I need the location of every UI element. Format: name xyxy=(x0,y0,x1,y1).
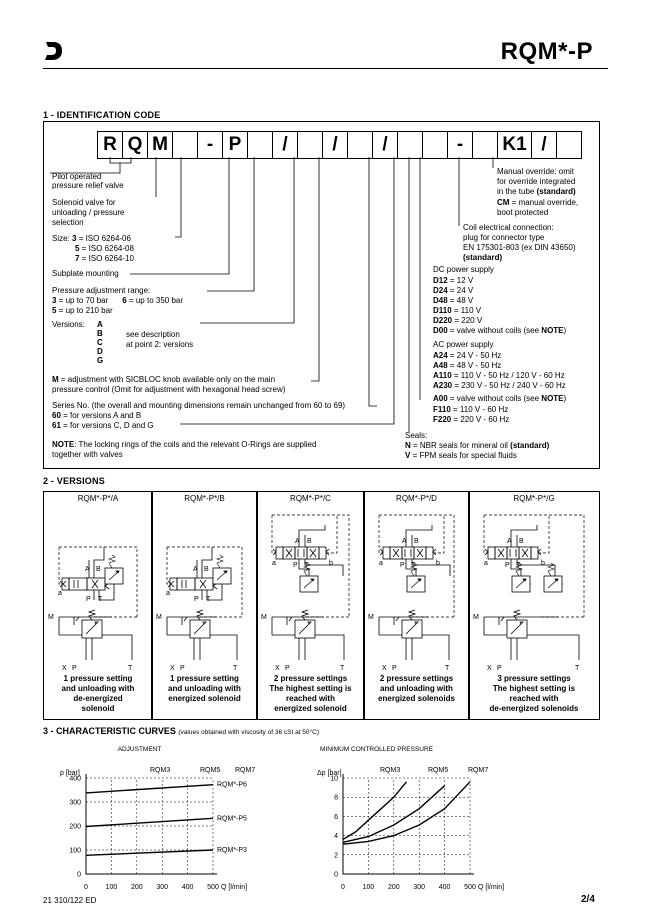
svg-text:X: X xyxy=(487,665,492,672)
version-caption-line: and unloading with xyxy=(61,684,135,693)
dc-d220: D220 = 220 V xyxy=(433,316,483,325)
version-caption xyxy=(44,674,152,714)
y-tick-label: 100 xyxy=(69,847,81,855)
svg-text:T: T xyxy=(340,665,345,672)
svg-text:B: B xyxy=(414,538,419,545)
series-line xyxy=(86,818,213,826)
versions-desc-2: at point 2: versions xyxy=(126,340,194,349)
x-tick-label: 300 xyxy=(413,884,426,891)
series-label: RQM*-P5 xyxy=(217,815,247,823)
svg-text:A: A xyxy=(85,566,90,573)
override-note-1: Manual override: omit xyxy=(497,167,574,176)
svg-text:b: b xyxy=(436,560,440,567)
version-schematic xyxy=(469,505,599,673)
version-schematic xyxy=(152,505,257,673)
svg-text:B: B xyxy=(96,566,101,573)
version-caption-line: solenoid xyxy=(81,704,115,713)
dc-d24: D24 = 24 V xyxy=(433,286,474,295)
svg-text:T: T xyxy=(516,562,521,569)
code-cell: - xyxy=(447,131,473,159)
size-line-3: 7 = ISO 6264-10 xyxy=(75,254,134,263)
svg-text:A: A xyxy=(193,566,198,573)
override-note-2: for override integrated xyxy=(497,177,576,186)
version-box xyxy=(151,491,258,720)
svg-text:M: M xyxy=(368,614,374,621)
m-note-1: M = adjustment with SICBLOC knob available only on the main xyxy=(52,375,276,384)
version-caption-line: 2 pressure settings xyxy=(273,674,348,683)
svg-text:X: X xyxy=(62,665,67,672)
x-tick-label: 400 xyxy=(438,884,451,891)
coil-note-3: EN 175301-803 (ex DIN 43650) xyxy=(463,243,576,252)
version-caption xyxy=(469,674,599,714)
y-tick-label: 4 xyxy=(334,833,338,841)
code-cell: M xyxy=(147,131,173,159)
version-title: RQM*-P*/D xyxy=(396,494,437,503)
size-label: RQM5 xyxy=(200,767,221,774)
chart-title: MINIMUM CONTROLLED PRESSURE xyxy=(319,746,434,753)
version-caption-line: energized solenoid xyxy=(168,694,241,703)
svg-text:B: B xyxy=(519,538,524,545)
size-line-1: Size: 3 = ISO 6264-06 xyxy=(52,234,131,243)
series-line xyxy=(86,850,213,855)
x-tick-label: 0 xyxy=(341,884,345,891)
y-tick-label: 8 xyxy=(334,794,338,802)
x-tick-label: 0 xyxy=(84,884,88,891)
series-label: RQM7 xyxy=(468,767,489,774)
svg-text:P: P xyxy=(497,665,502,672)
svg-text:B: B xyxy=(307,538,312,545)
version-schematic xyxy=(44,505,152,673)
locking-note-2: together with valves xyxy=(52,450,123,459)
code-cell: / xyxy=(272,131,298,159)
code-cell: / xyxy=(531,131,557,159)
x-tick-label: 500 xyxy=(464,884,476,891)
version-letter-g: G xyxy=(97,356,104,365)
x-tick-label: 300 xyxy=(156,884,169,891)
svg-text:b: b xyxy=(329,560,333,567)
series-note: Series No. (the overall and mounting dimensions remain unchanged from 60 to 69) xyxy=(52,401,346,410)
size-label: RQM3 xyxy=(150,767,171,774)
cm-note-2: boot protected xyxy=(497,208,549,217)
version-letter-d: D xyxy=(97,347,103,356)
series-label: RQM*-P3 xyxy=(217,847,247,854)
dc-title: DC power supply xyxy=(433,265,494,274)
x-tick-label: 400 xyxy=(181,884,194,891)
svg-text:M: M xyxy=(473,614,479,621)
svg-text:P: P xyxy=(400,562,405,569)
version-title: RQM*-P*/A xyxy=(77,494,119,503)
page-number: 2/4 xyxy=(581,894,595,905)
svg-text:a: a xyxy=(58,590,62,597)
versions-desc-1: see description xyxy=(126,330,180,339)
ac-a00: A00 = valve without coils (see NOTE) xyxy=(433,394,567,403)
version-caption xyxy=(257,674,364,714)
version-box xyxy=(468,491,600,720)
svg-text:P: P xyxy=(180,665,185,672)
size-label: RQM7 xyxy=(235,767,256,774)
x-tick-label: 100 xyxy=(362,884,375,891)
y-tick-label: 10 xyxy=(330,775,338,783)
svg-text:T: T xyxy=(98,596,103,603)
pressure-range-title: Pressure adjustment range: xyxy=(52,286,151,295)
version-caption-line: reached with xyxy=(286,694,335,703)
version-letter-b: B xyxy=(97,329,103,338)
svg-text:P: P xyxy=(392,665,397,672)
m-note-2: pressure control (Omit for adjustment with hexagonal head screw) xyxy=(52,385,286,394)
svg-text:T: T xyxy=(128,665,133,672)
y-tick-label: 0 xyxy=(77,871,81,879)
series-line xyxy=(86,785,213,793)
svg-text:P: P xyxy=(194,596,199,603)
svg-text:T: T xyxy=(304,562,309,569)
solenoid-note-1: Solenoid valve for xyxy=(52,198,116,207)
x-tick-label: 200 xyxy=(130,884,143,891)
footer-code: 21 310/122 ED xyxy=(43,896,97,905)
y-tick-label: 6 xyxy=(334,813,338,821)
version-caption-line: and unloading with xyxy=(168,684,241,693)
series-line xyxy=(343,782,407,840)
svg-text:A: A xyxy=(402,538,407,545)
pressure-range-line-2: 5 = up to 210 bar xyxy=(52,306,113,315)
dc-d48: D48 = 48 V xyxy=(433,296,474,305)
code-cell: K1 xyxy=(497,131,532,159)
seal-n: N = NBR seals for mineral oil (standard) xyxy=(405,441,550,450)
svg-text:A: A xyxy=(295,538,300,545)
code-cell: / xyxy=(372,131,398,159)
ac-f220: F220 = 220 V - 60 Hz xyxy=(433,415,510,424)
svg-text:P: P xyxy=(285,665,290,672)
version-title: RQM*-P*/C xyxy=(290,494,331,503)
svg-text:b: b xyxy=(541,560,545,567)
svg-text:X: X xyxy=(382,665,387,672)
version-box xyxy=(256,491,365,720)
y-axis-label: p [bar] xyxy=(60,770,80,777)
solenoid-note-3: selection xyxy=(52,218,84,227)
x-axis-label: Q [l/min] xyxy=(478,884,505,891)
svg-text:P: P xyxy=(86,596,91,603)
versions-label: Versions: xyxy=(52,320,85,329)
version-caption-line: de-energized solenoids xyxy=(489,704,579,713)
version-caption-line: 1 pressure setting xyxy=(170,674,239,683)
x-tick-label: 500 xyxy=(207,884,219,891)
svg-text:P: P xyxy=(72,665,77,672)
dc-d110: D110 = 110 V xyxy=(433,306,482,315)
y-axis-label: Δp [bar] xyxy=(317,770,342,777)
series-label: RQM3 xyxy=(380,767,401,774)
version-schematic xyxy=(257,505,364,673)
svg-text:X: X xyxy=(275,665,280,672)
svg-text:B: B xyxy=(204,566,209,573)
svg-text:a: a xyxy=(379,560,383,567)
y-tick-label: 300 xyxy=(69,799,81,807)
x-tick-label: 200 xyxy=(387,884,400,891)
coil-note-std: (standard) xyxy=(463,253,503,262)
version-caption-line: 2 pressure settings xyxy=(379,674,454,683)
version-caption-line: reached with xyxy=(509,694,559,703)
svg-text:P: P xyxy=(505,562,510,569)
series-60-note: 60 = for versions A and B xyxy=(52,411,142,420)
override-note-3: in the tube (standard) xyxy=(497,187,576,196)
svg-text:P: P xyxy=(293,562,298,569)
version-caption-line: energized solenoid xyxy=(274,704,347,713)
version-title: RQM*-P*/B xyxy=(184,494,225,503)
x-axis-label: Q [l/min] xyxy=(221,884,248,891)
locking-note-1: NOTE: The locking rings of the coils and the relevant O-Rings are supplied xyxy=(52,440,317,449)
ac-title: AC power supply xyxy=(433,340,494,349)
svg-text:M: M xyxy=(156,614,162,621)
page-title: RQM*-P xyxy=(500,38,593,65)
y-tick-label: 400 xyxy=(69,775,81,783)
ac-a110: A110 = 110 V - 50 Hz / 120 V - 60 Hz xyxy=(433,371,565,380)
version-title: RQM*-P*/G xyxy=(513,494,555,503)
svg-text:T: T xyxy=(233,665,238,672)
svg-text:X: X xyxy=(170,665,175,672)
version-schematic xyxy=(364,505,469,673)
version-caption-line: and unloading with xyxy=(380,684,453,693)
svg-text:T: T xyxy=(411,562,416,569)
version-caption-line: The highest setting is xyxy=(269,684,352,693)
svg-text:M: M xyxy=(261,614,267,621)
code-cell: P xyxy=(222,131,248,159)
dc-d00: D00 = valve without coils (see NOTE) xyxy=(433,326,567,335)
section-1-title: 1 - IDENTIFICATION CODE xyxy=(43,110,161,120)
coil-note-1: Coil electrical connection: xyxy=(463,223,554,232)
cm-note-1: CM = manual override, xyxy=(497,198,579,207)
svg-text:T: T xyxy=(575,665,580,672)
version-box xyxy=(43,491,153,720)
series-label: RQM*-P6 xyxy=(217,781,247,789)
svg-text:M: M xyxy=(48,614,54,621)
code-cell: / xyxy=(322,131,348,159)
chart-axes xyxy=(343,774,474,874)
code-cell: R xyxy=(97,131,123,159)
minimum-pressure-chart xyxy=(300,742,515,892)
chart-title: ADJUSTMENT xyxy=(117,746,162,753)
version-box xyxy=(363,491,470,720)
svg-text:a: a xyxy=(272,560,276,567)
series-label: RQM5 xyxy=(428,767,449,774)
pressure-range-line-1: 3 = up to 70 bar 6 = up to 350 bar xyxy=(52,296,183,305)
svg-text:T: T xyxy=(206,596,211,603)
svg-text:A: A xyxy=(507,538,512,545)
code-cell: Q xyxy=(122,131,148,159)
subplate-note: Subplate mounting xyxy=(52,269,119,278)
x-tick-label: 100 xyxy=(105,884,118,891)
ac-a24: A24 = 24 V - 50 Hz xyxy=(433,351,502,360)
series-line xyxy=(343,782,470,844)
series-61-note: 61 = for versions C, D and G xyxy=(52,421,154,430)
version-caption-line: de-energized xyxy=(73,694,123,703)
svg-text:a: a xyxy=(166,590,170,597)
section-2-title: 2 - VERSIONS xyxy=(43,476,105,486)
section-3-title: 3 - CHARACTERISTIC CURVES (values obtained with viscosity of 36 cSt at 50°C) xyxy=(43,726,319,736)
dc-d12: D12 = 12 V xyxy=(433,276,474,285)
version-letter-c: C xyxy=(97,338,103,347)
y-tick-label: 2 xyxy=(334,852,338,860)
svg-text:T: T xyxy=(445,665,450,672)
svg-text:a: a xyxy=(484,560,488,567)
ac-a230: A230 = 230 V - 50 Hz / 240 V - 60 Hz xyxy=(433,381,566,390)
code-cell: - xyxy=(197,131,223,159)
seals-title: Seals: xyxy=(405,431,428,440)
y-tick-label: 200 xyxy=(69,823,81,831)
pilot-note-1: Pilot operated xyxy=(52,172,102,181)
version-caption-line: 1 pressure setting xyxy=(63,674,133,683)
solenoid-note-2: unloading / pressure xyxy=(52,208,125,217)
version-caption-line: 3 pressure settings xyxy=(497,674,571,683)
adjustment-chart xyxy=(40,742,305,892)
pilot-note-2: pressure relief valve xyxy=(52,181,124,190)
version-caption xyxy=(364,674,469,704)
seal-v: V = FPM seals for special fluids xyxy=(405,451,517,460)
version-caption-line: energized solenoids xyxy=(378,694,455,703)
version-caption xyxy=(152,674,257,704)
coil-note-2: plug for connector type xyxy=(463,233,545,242)
version-caption-line: The highest setting is xyxy=(492,684,576,693)
ac-a48: A48 = 48 V - 50 Hz xyxy=(433,361,502,370)
version-letter-a: A xyxy=(97,320,103,329)
ac-f110: F110 = 110 V - 60 Hz xyxy=(433,405,509,414)
size-line-2: 5 = ISO 6264-08 xyxy=(75,244,134,253)
y-tick-label: 0 xyxy=(334,871,338,879)
